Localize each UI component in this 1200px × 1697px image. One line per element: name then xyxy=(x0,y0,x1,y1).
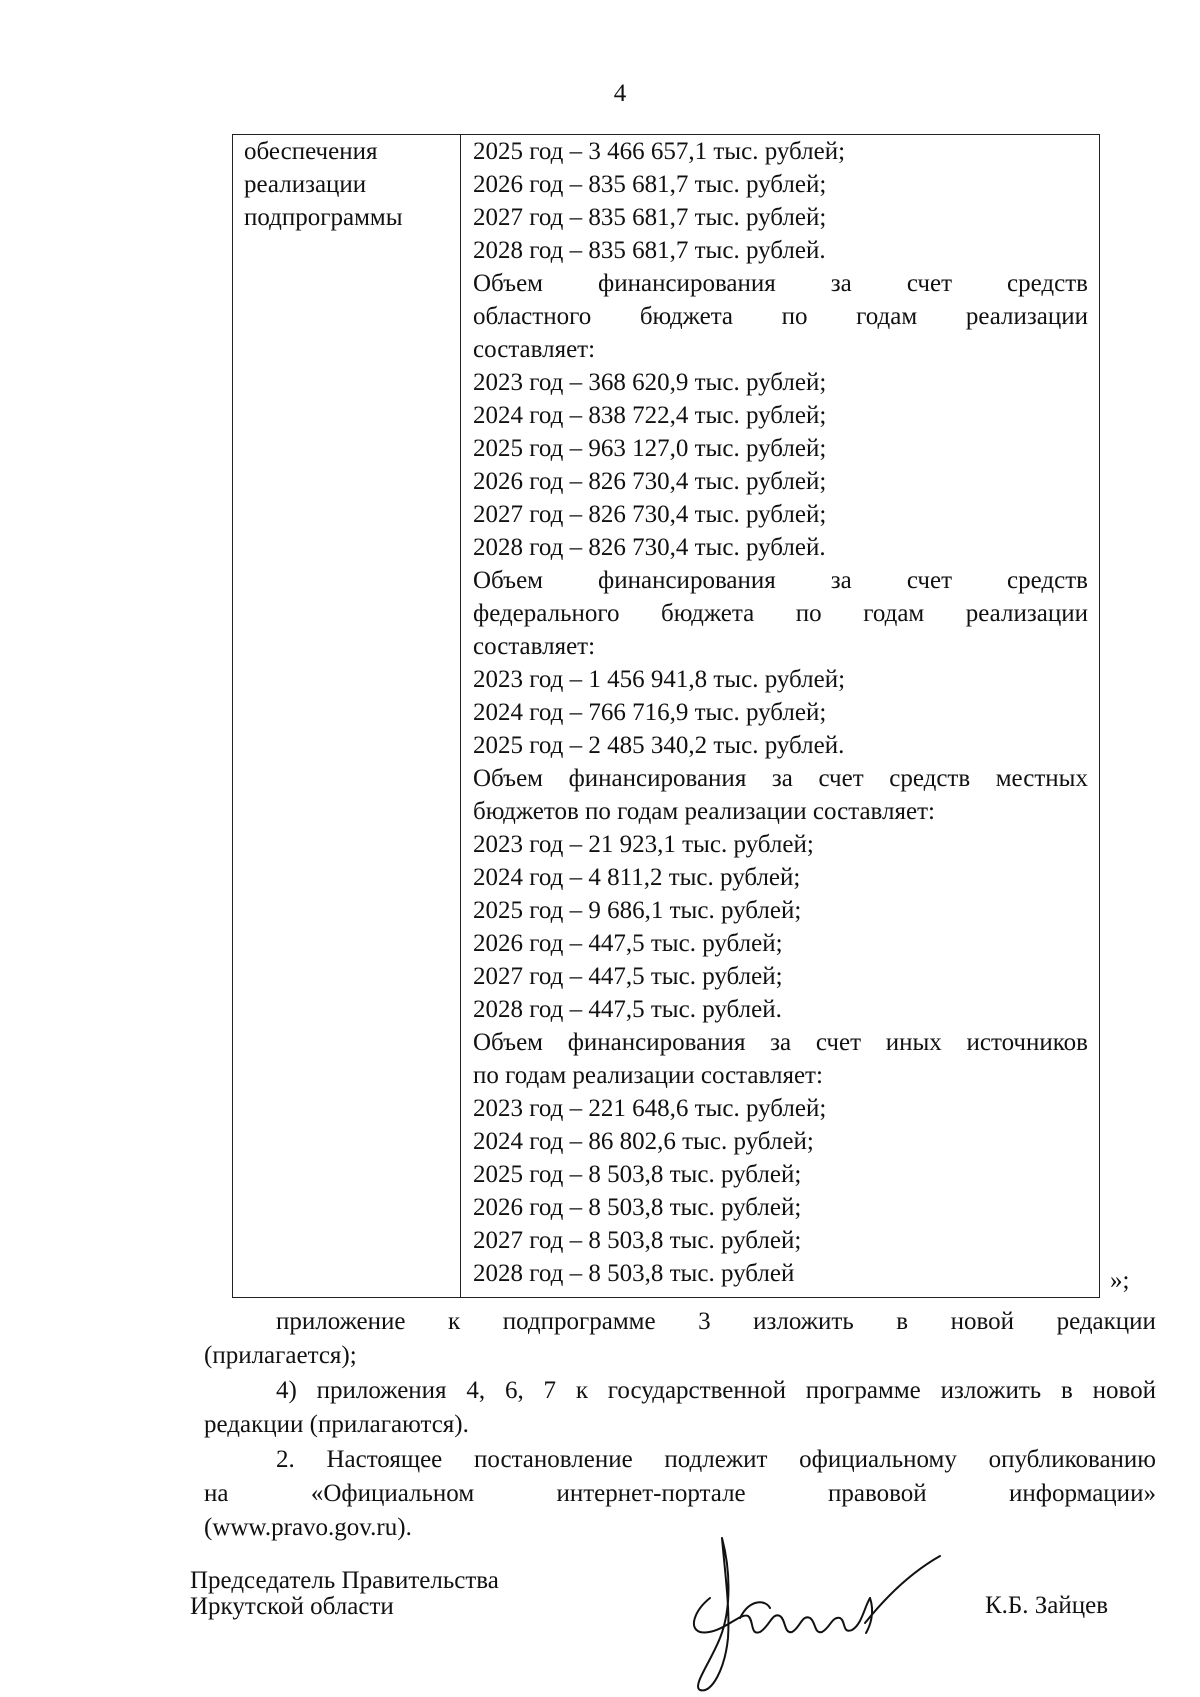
signature-block xyxy=(190,1568,499,1620)
word: счет xyxy=(818,765,864,792)
word: источников xyxy=(966,1029,1088,1056)
funding-line xyxy=(473,597,1088,630)
word: счет xyxy=(815,1029,862,1056)
word: финансирования xyxy=(568,765,747,792)
word: правовой xyxy=(828,1480,927,1507)
funding-line: 2028 год – 8 503,8 тыс. рублей xyxy=(473,1260,795,1287)
word: информации» xyxy=(1008,1480,1156,1507)
page-number: 4 xyxy=(613,80,627,107)
word: годам xyxy=(856,303,918,330)
word: средств xyxy=(1007,567,1088,594)
word: по xyxy=(781,303,808,330)
funding-line: 2025 год – 8 503,8 тыс. рублей; xyxy=(473,1161,802,1188)
funding-line: по годам реализации составляет: xyxy=(473,1062,823,1089)
funding-line: 2028 год – 835 681,7 тыс. рублей. xyxy=(473,237,826,264)
word: 2. xyxy=(276,1446,295,1473)
funding-line: бюджетов по годам реализации составляет: xyxy=(473,798,935,825)
paragraph-line xyxy=(204,1374,1156,1408)
funding-line: 2023 год – 368 620,9 тыс. рублей; xyxy=(473,369,827,396)
funding-line: 2026 год – 447,5 тыс. рублей; xyxy=(473,930,783,957)
word: финансирования xyxy=(598,270,776,297)
funding-line xyxy=(473,1026,1088,1059)
word: иных xyxy=(885,1029,942,1056)
funding-line: 2025 год – 2 485 340,2 тыс. рублей. xyxy=(473,732,845,759)
word: подлежит xyxy=(664,1446,768,1473)
word: новой xyxy=(1092,1377,1156,1404)
funding-line: 2027 год – 8 503,8 тыс. рублей; xyxy=(473,1227,802,1254)
paragraph-appendices-4-6-7 xyxy=(204,1374,1156,1442)
word: реализации xyxy=(965,303,1088,330)
word: за xyxy=(830,270,852,297)
word: официальному xyxy=(799,1446,957,1473)
table-column-divider xyxy=(460,135,461,1297)
table-left-cell xyxy=(244,135,449,234)
funding-line: 2025 год – 9 686,1 тыс. рублей; xyxy=(473,897,802,924)
funding-line: составляет: xyxy=(473,336,596,363)
word: за xyxy=(770,1029,792,1056)
signer-title-line2: Иркутской области xyxy=(190,1593,394,1620)
paragraph-line: (прилагается); xyxy=(204,1342,357,1369)
word: Настоящее xyxy=(326,1446,443,1473)
word: приложение xyxy=(276,1308,406,1335)
funding-line xyxy=(473,300,1088,333)
funding-line xyxy=(473,267,1088,300)
paragraph-line: (www.pravo.gov.ru). xyxy=(204,1514,412,1541)
word: бюджета xyxy=(639,303,734,330)
word: средств xyxy=(1007,270,1088,297)
word: изложить xyxy=(940,1377,1042,1404)
word: 4) xyxy=(276,1377,297,1404)
funding-line: 2024 год – 766 716,9 тыс. рублей; xyxy=(473,699,827,726)
funding-line: 2027 год – 826 730,4 тыс. рублей; xyxy=(473,501,827,528)
word: к xyxy=(448,1308,461,1335)
word: местных xyxy=(995,765,1088,792)
word: редакции xyxy=(1056,1308,1156,1335)
word: приложения xyxy=(316,1377,447,1404)
paragraph-line xyxy=(204,1477,1156,1511)
word: постановление xyxy=(473,1446,633,1473)
funding-line: 2023 год – 1 456 941,8 тыс. рублей; xyxy=(473,666,846,693)
funding-line: 2027 год – 447,5 тыс. рублей; xyxy=(473,963,783,990)
word: финансирования xyxy=(567,1029,746,1056)
signer-title-line1: Председатель Правительства xyxy=(190,1567,499,1594)
word: опубликованию xyxy=(988,1446,1156,1473)
funding-line: составляет: xyxy=(473,633,596,660)
word: новой xyxy=(950,1308,1015,1335)
word: Объем xyxy=(473,567,543,594)
budget-table xyxy=(232,134,1100,1298)
funding-line xyxy=(473,762,1088,795)
word: счет xyxy=(906,567,953,594)
left-cell-line: обеспечения xyxy=(244,138,378,165)
word: 7 xyxy=(543,1377,556,1404)
funding-line: 2027 год – 835 681,7 тыс. рублей; xyxy=(473,204,827,231)
word: «Официальном xyxy=(310,1480,475,1507)
word: 6, xyxy=(504,1377,524,1404)
funding-line: 2024 год – 838 722,4 тыс. рублей; xyxy=(473,402,827,429)
closing-quote: »; xyxy=(1110,1267,1130,1294)
funding-line: 2025 год – 963 127,0 тыс. рублей; xyxy=(473,435,827,462)
word: в xyxy=(1060,1377,1073,1404)
funding-line: 2024 год – 86 802,6 тыс. рублей; xyxy=(473,1128,814,1155)
paragraph-appendix-subprogram xyxy=(204,1305,1156,1373)
funding-line: 2028 год – 447,5 тыс. рублей. xyxy=(473,996,782,1023)
funding-line: 2026 год – 826 730,4 тыс. рублей; xyxy=(473,468,827,495)
word: государственной xyxy=(607,1377,786,1404)
word: подпрограмме xyxy=(502,1308,656,1335)
word: за xyxy=(771,765,793,792)
word: 3 xyxy=(698,1308,711,1335)
paragraph-line: редакции (прилагаются). xyxy=(204,1411,469,1438)
word: бюджета xyxy=(661,600,755,627)
funding-line xyxy=(473,564,1088,597)
word: по xyxy=(795,600,822,627)
word: Объем xyxy=(473,1029,543,1056)
funding-line: 2025 год – 3 466 657,1 тыс. рублей; xyxy=(473,138,846,165)
funding-line: 2023 год – 221 648,6 тыс. рублей; xyxy=(473,1095,827,1122)
table-right-cell xyxy=(473,135,1088,1290)
word: на xyxy=(204,1480,229,1507)
word: интернет-портале xyxy=(556,1480,746,1507)
funding-line: 2023 год – 21 923,1 тыс. рублей; xyxy=(473,831,814,858)
word: финансирования xyxy=(598,567,776,594)
paragraph-line xyxy=(204,1305,1156,1339)
word: федерального xyxy=(473,600,620,627)
left-cell-line: подпрограммы xyxy=(244,204,403,231)
word: Объем xyxy=(473,765,543,792)
word: изложить xyxy=(753,1308,854,1335)
word: годам xyxy=(863,600,925,627)
signer-name: К.Б. Зайцев xyxy=(985,1592,1109,1619)
word: Объем xyxy=(473,270,543,297)
word: программе xyxy=(805,1377,921,1404)
word: 4, xyxy=(466,1377,486,1404)
word: счет xyxy=(906,270,953,297)
word: в xyxy=(896,1308,909,1335)
funding-line: 2026 год – 8 503,8 тыс. рублей; xyxy=(473,1194,802,1221)
paragraph-line xyxy=(204,1443,1156,1477)
word: к xyxy=(575,1377,588,1404)
word: реализации xyxy=(965,600,1088,627)
word: областного xyxy=(473,303,592,330)
handwritten-signature xyxy=(670,1528,970,1693)
word: средств xyxy=(889,765,971,792)
left-cell-line: реализации xyxy=(244,171,367,198)
funding-line: 2026 год – 835 681,7 тыс. рублей; xyxy=(473,171,827,198)
word: за xyxy=(830,567,852,594)
funding-line: 2028 год – 826 730,4 тыс. рублей. xyxy=(473,534,826,561)
funding-line: 2024 год – 4 811,2 тыс. рублей; xyxy=(473,864,801,891)
